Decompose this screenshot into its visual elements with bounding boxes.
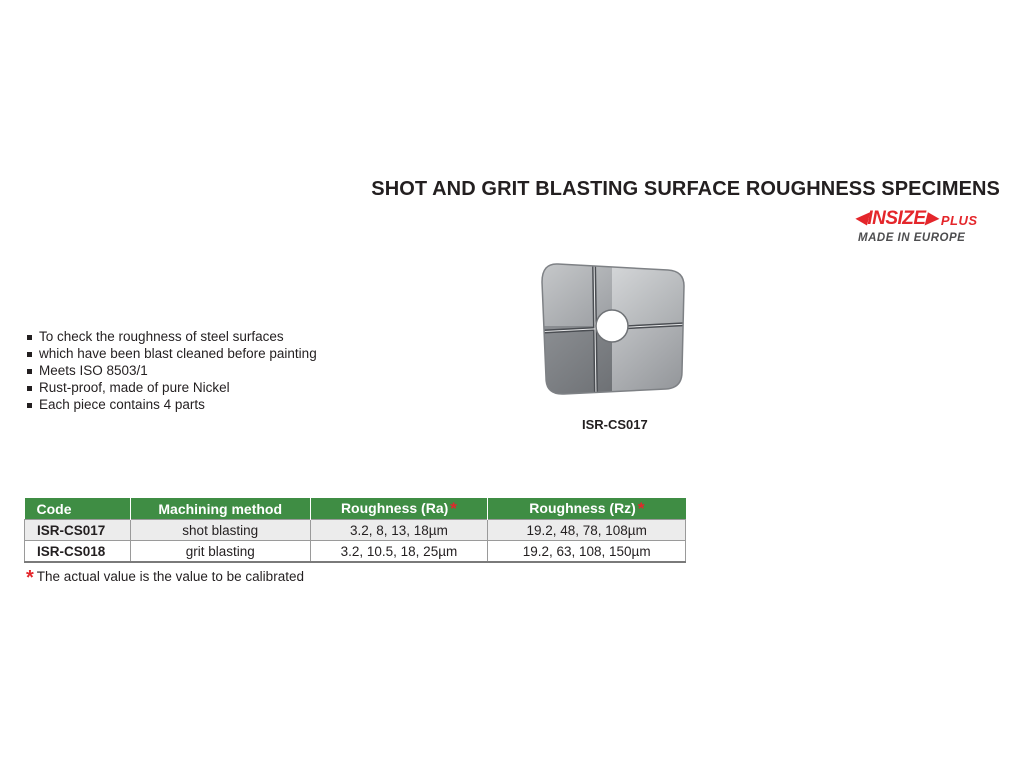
- cell-rz: 19.2, 63, 108, 150µm: [488, 541, 686, 563]
- column-header-code: Code: [25, 498, 131, 520]
- table-header-row: [25, 498, 686, 520]
- table-row: [25, 541, 686, 563]
- footnote: [26, 567, 304, 590]
- page-title: SHOT AND GRIT BLASTING SURFACE ROUGHNESS SPECIMENS: [371, 178, 1000, 200]
- feature-item: To check the roughness of steel surfaces: [24, 328, 317, 345]
- cell-method: grit blasting: [130, 541, 310, 563]
- asterisk-mark: *: [637, 498, 645, 518]
- footnote-text: The actual value is the value to be calibrated: [36, 569, 304, 584]
- cell-code: ISR-CS017: [25, 520, 131, 541]
- feature-item: Each piece contains 4 parts: [24, 396, 317, 413]
- arrow-right-icon: ▶: [925, 210, 938, 227]
- arrow-left-icon: ◀: [855, 210, 868, 227]
- cell-rz: 19.2, 48, 78, 108µm: [488, 520, 686, 541]
- product-code: ISR-CS017: [582, 417, 648, 432]
- table-row: [25, 520, 686, 541]
- feature-list: [24, 328, 317, 413]
- column-header-method: Machining method: [130, 498, 310, 520]
- brand-name: INSIZE: [867, 208, 926, 229]
- cell-ra: 3.2, 10.5, 18, 25µm: [310, 541, 488, 563]
- feature-item: Meets ISO 8503/1: [24, 362, 317, 379]
- asterisk-mark: *: [26, 567, 34, 589]
- specimen-image: [536, 260, 688, 396]
- cell-ra: 3.2, 8, 13, 18µm: [310, 520, 488, 541]
- column-header-ra: Roughness (Ra) *: [310, 498, 488, 520]
- feature-item: Rust-proof, made of pure Nickel: [24, 379, 317, 396]
- column-header-rz: Roughness (Rz) *: [488, 498, 686, 520]
- asterisk-mark: *: [450, 498, 457, 518]
- brand-origin: MADE IN EUROPE: [858, 232, 966, 244]
- spec-table: [24, 498, 686, 563]
- brand-logo: [855, 208, 1005, 248]
- cell-method: shot blasting: [130, 520, 310, 541]
- brand-suffix: PLUS: [940, 213, 978, 228]
- feature-item-continued: which have been blast cleaned before painting: [24, 345, 317, 362]
- cell-code: ISR-CS018: [25, 541, 131, 563]
